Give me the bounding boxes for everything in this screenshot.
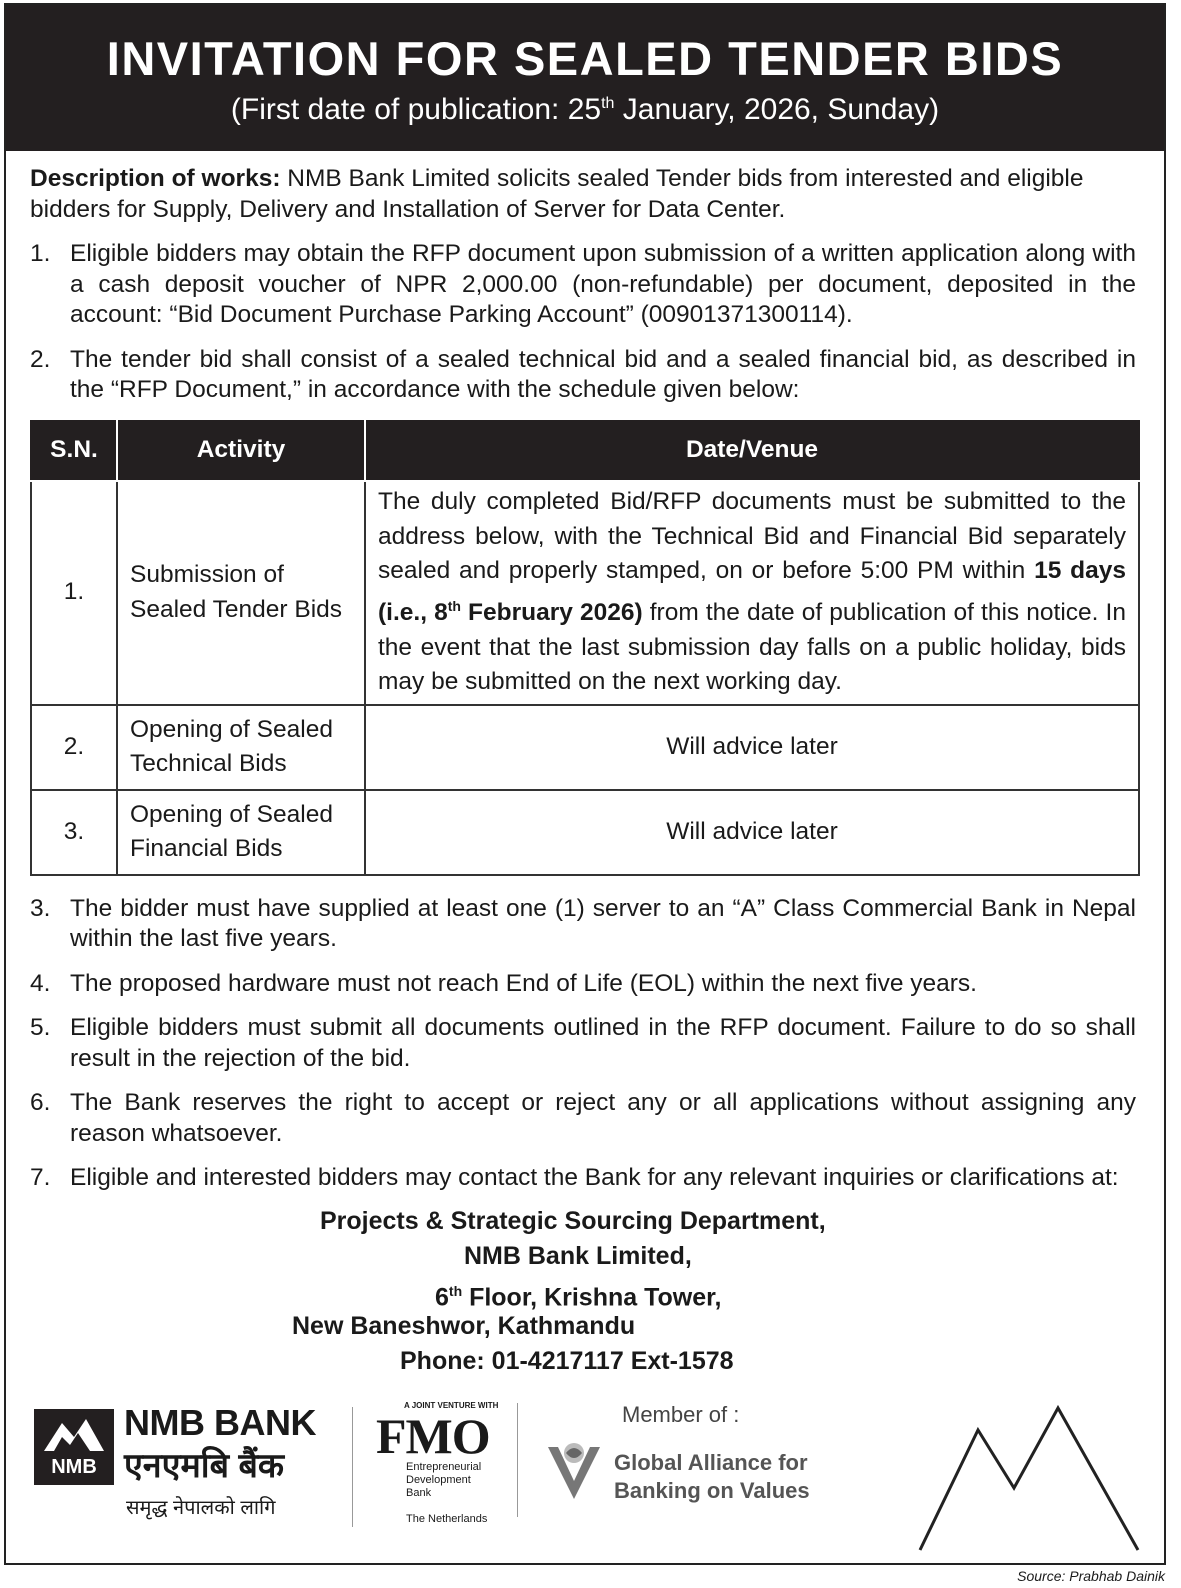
table-row: 1. Submission of Sealed Tender Bids The duly completed Bid/RFP documents must be submitted to the address below, with the Technical Bid and Financial Bid separately sealed and properly stamped, on or before 5:00 PM within 15 days (i.e., 8th February 2026) from the date of publication of this notice. In the event that the last submission day falls on a public holiday, bids may be submitted on the next working day. xyxy=(31,481,1139,705)
list-item: 6. The Bank reserves the right to accept or reject any or all applications without assigning any reason whatsoever. xyxy=(30,1089,1136,1147)
source-credit: Source: Prabhab Dainik xyxy=(1017,1568,1165,1584)
list-item: 2. The tender bid shall consist of a sealed technical bid and a sealed financial bid, as described in the “RFP Document,” in accordance with the schedule given below: xyxy=(30,345,1136,403)
table-row: 3. Opening of Sealed Financial Bids Will advice later xyxy=(31,790,1139,875)
list-item: 4. The proposed hardware must not reach End of Life (EOL) within the next five years. xyxy=(30,969,977,997)
nmb-mountain-logo-icon xyxy=(44,1415,104,1451)
contact-address: Projects & Strategic Sourcing Department, NMB Bank Limited, 6th Floor, Krishna Tower, New Baneshwor, Kathmandu Phone: 01-4217117 Ext-1578 xyxy=(30,1204,1136,1380)
list-item: 3. The bidder must have supplied at least one (1) server to an “A” Class Commercial Bank in Nepal within the last five years. xyxy=(30,894,1136,952)
gabv-name: Global Alliance for Banking on Values xyxy=(614,1450,810,1503)
list-item: 5. Eligible bidders must submit all documents outlined in the RFP document. Failure to do so shall result in the rejection of the bid. xyxy=(30,1014,1136,1072)
notice-header xyxy=(6,5,1164,151)
fmo-subtitle: Entrepreneurial Development Bank xyxy=(406,1461,482,1499)
list-item: 1. Eligible bidders may obtain the RFP document upon submission of a written application along with a cash deposit voucher of NPR 2,000.00 (non-refundable) per document, deposited in the account: “Bid Document Purchase Parking Account” (00901371300114). xyxy=(30,240,1136,328)
fmo-logo: FMO xyxy=(376,1408,490,1464)
member-of-label: Member of : xyxy=(622,1402,740,1427)
mountain-outline-icon xyxy=(918,1402,1142,1552)
submission-details: The duly completed Bid/RFP documents must be submitted to the address below, with the Technical Bid and Financial Bid separately sealed and properly stamped, on or before 5:00 PM within 15 days (i.e., 8th February 2026) from the date of publication of this notice. In the event that the last submission day falls on a public holiday, bids may be submitted on the next working day. xyxy=(365,481,1139,705)
notice-body xyxy=(6,151,1164,1380)
column-header-sn: S.N. xyxy=(31,421,117,481)
column-header-date-venue: Date/Venue xyxy=(365,421,1139,481)
gabv-logo-icon xyxy=(546,1439,602,1503)
nmb-logo: NMB xyxy=(34,1409,114,1485)
notice-title: INVITATION FOR SEALED TENDER BIDS xyxy=(106,32,1064,85)
schedule-table xyxy=(30,420,1140,876)
bank-tagline: समृद्ध नेपालको लागि xyxy=(126,1497,276,1519)
notice-frame xyxy=(4,3,1166,1565)
contact-phone: Phone: 01-4217117 Ext-1578 xyxy=(400,1346,734,1375)
divider xyxy=(517,1403,518,1517)
footer: NMB NMB BANK एनएमबि बैंक समृद्ध नेपालको लागि A JOINT VENTURE WITH FMO Entrepreneurial Development Bank The Netherlands Member of : Global Alliance for Banking on Values xyxy=(6,1397,1164,1565)
publication-date: (First date of publication: 25th January, 2026, Sunday) xyxy=(230,93,940,126)
table-header-row xyxy=(31,421,1139,481)
list-item: 7. Eligible and interested bidders may contact the Bank for any relevant inquiries or clarifications at: xyxy=(30,1164,1119,1191)
description-of-works: Description of works: NMB Bank Limited solicits sealed Tender bids from interested and eligible bidders for Supply, Delivery and Installation of Server for Data Center. xyxy=(30,165,1084,223)
bank-name-english: NMB BANK xyxy=(124,1402,316,1443)
divider xyxy=(352,1407,353,1527)
bank-name-nepali: एनएमबि बैंक xyxy=(124,1447,284,1485)
table-row: 2. Opening of Sealed Technical Bids Will advice later xyxy=(31,705,1139,790)
column-header-activity: Activity xyxy=(117,421,365,481)
